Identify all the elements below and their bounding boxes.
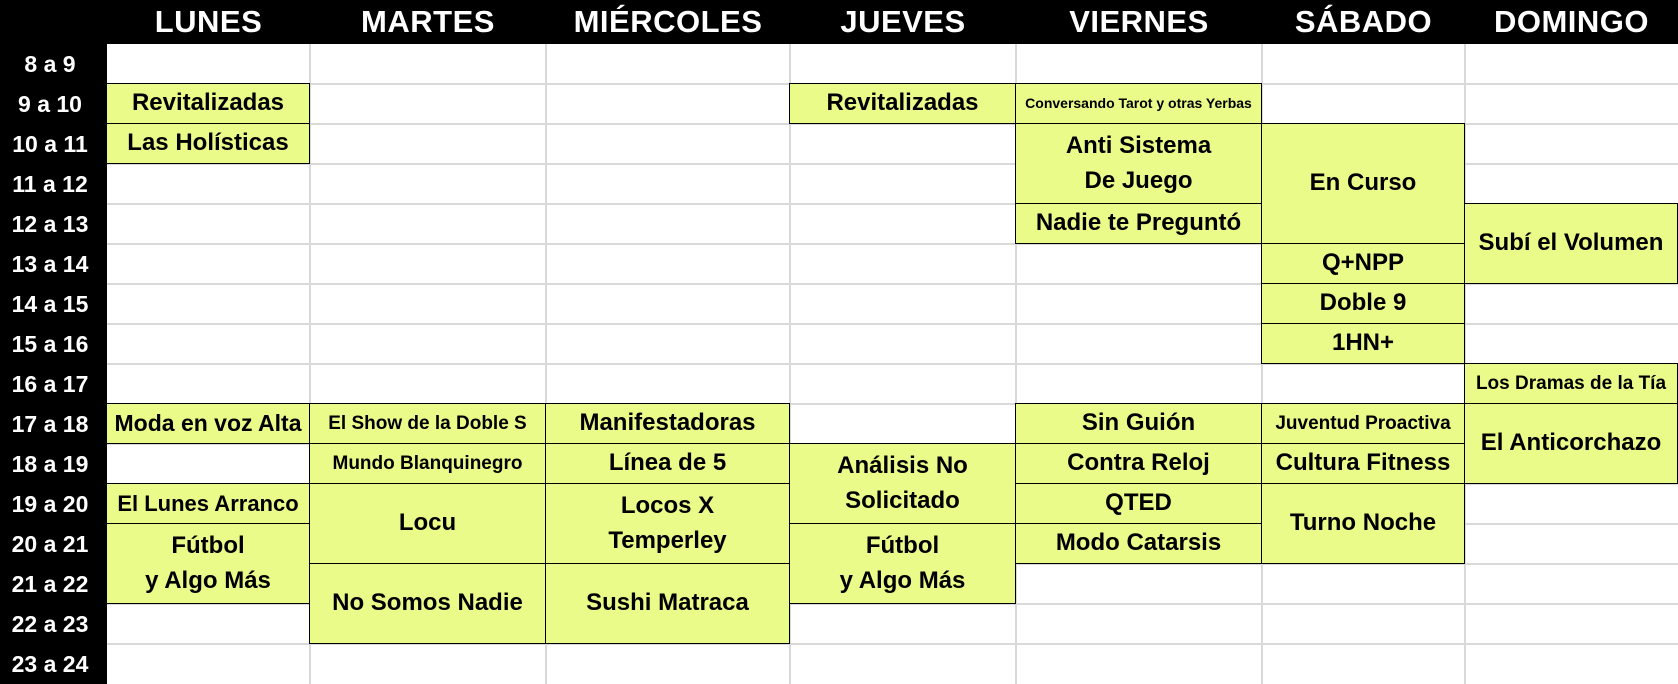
time-slot-label: 12 a 13 <box>11 210 89 237</box>
time-slot-label: 19 a 20 <box>11 490 89 517</box>
time-slot-label: 10 a 11 <box>12 130 88 157</box>
program-block: Moda en voz Alta <box>106 403 310 444</box>
program-block: Subí el Volumen <box>1464 203 1678 284</box>
program-block: El Lunes Arranco <box>106 483 310 524</box>
program-block: Cultura Fitness <box>1261 443 1465 484</box>
time-slot-label: 17 a 18 <box>11 410 89 437</box>
time-slot-label: 20 a 21 <box>11 530 89 557</box>
program-block: Conversando Tarot y otras Yerbas <box>1015 83 1262 124</box>
program-block: Los Dramas de la Tía <box>1464 363 1678 404</box>
day-header: VIERNES <box>1069 4 1209 39</box>
program-block: Manifestadoras <box>545 403 790 444</box>
time-slot-label: 22 a 23 <box>11 610 89 637</box>
program-block: Análisis No Solicitado <box>789 443 1016 524</box>
program-block: 1HN+ <box>1261 323 1465 364</box>
program-block: Q+NPP <box>1261 243 1465 284</box>
time-slot-label: 23 a 24 <box>11 650 89 677</box>
program-block: Doble 9 <box>1261 283 1465 324</box>
time-slot-label: 9 a 10 <box>18 90 82 117</box>
program-block: Mundo Blanquinegro <box>309 443 546 484</box>
program-block: Línea de 5 <box>545 443 790 484</box>
program-block: Anti Sistema De Juego <box>1015 123 1262 204</box>
program-block: Juventud Proactiva <box>1261 403 1465 444</box>
time-slot-label: 15 a 16 <box>11 330 89 357</box>
time-slot-label: 11 a 12 <box>12 170 88 197</box>
program-block: QTED <box>1015 483 1262 524</box>
program-block: Las Holísticas <box>106 123 310 164</box>
program-block: Fútbol y Algo Más <box>789 523 1016 604</box>
time-slot-label: 16 a 17 <box>11 370 89 397</box>
program-block: Nadie te Preguntó <box>1015 203 1262 244</box>
day-header: JUEVES <box>840 4 966 39</box>
day-header: MARTES <box>361 4 495 39</box>
program-block: Locu <box>309 483 546 564</box>
program-block: Revitalizadas <box>106 83 310 124</box>
program-block: El Show de la Doble S <box>309 403 546 444</box>
program-block: Revitalizadas <box>789 83 1016 124</box>
program-block: Modo Catarsis <box>1015 523 1262 564</box>
day-header: LUNES <box>154 4 263 39</box>
day-header: MIÉRCOLES <box>573 4 763 39</box>
time-slot-label: 13 a 14 <box>11 250 89 277</box>
program-block: Fútbol y Algo Más <box>106 523 310 604</box>
program-block: Locos X Temperley <box>545 483 790 564</box>
program-block: Turno Noche <box>1261 483 1465 564</box>
time-slot-label: 14 a 15 <box>11 290 89 317</box>
time-slot-label: 21 a 22 <box>11 570 89 597</box>
time-slot-label: 8 a 9 <box>24 50 76 77</box>
program-block: En Curso <box>1261 123 1465 244</box>
program-block: Sin Guión <box>1015 403 1262 444</box>
program-block: No Somos Nadie <box>309 563 546 644</box>
time-slot-label: 18 a 19 <box>11 450 89 477</box>
program-block: Contra Reloj <box>1015 443 1262 484</box>
program-block: El Anticorchazo <box>1464 403 1678 484</box>
day-header: SÁBADO <box>1294 4 1433 39</box>
program-block: Sushi Matraca <box>545 563 790 644</box>
day-header: DOMINGO <box>1493 4 1650 39</box>
